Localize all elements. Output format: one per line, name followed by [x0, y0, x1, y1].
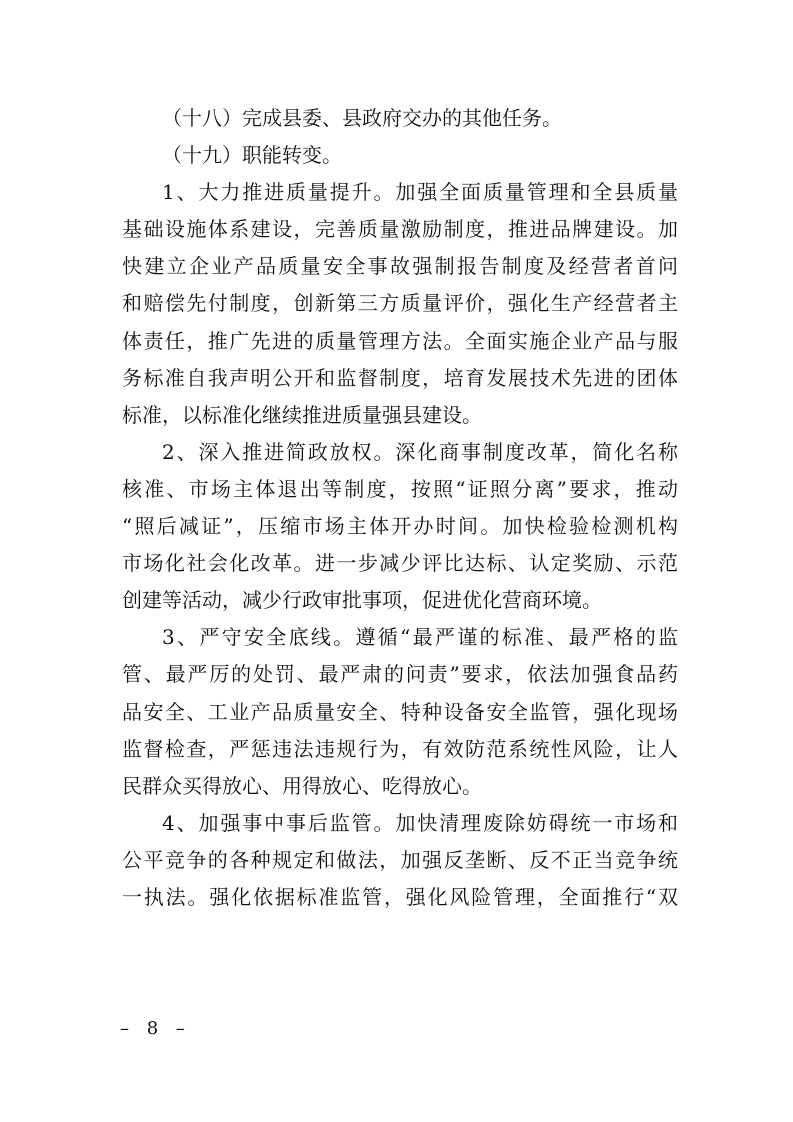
text-line: 标准，以标准化继续推进质量强县建设。	[122, 402, 482, 427]
text-line: 品安全、工业产品质量安全、特种设备安全监管，强化现场	[122, 699, 678, 724]
text-line: 基础设施体系建设，完善质量激励制度，推进品牌建设。加	[122, 217, 678, 242]
text-line: 2、深入推进简政放权。深化商事制度改革，简化名称	[162, 439, 678, 464]
text-line: 1、大力推进质量提升。加强全面质量管理和全县质量	[162, 180, 678, 205]
text-line: 核准、市场主体退出等制度，按照“证照分离”要求，推动	[122, 476, 678, 501]
text-line: 公平竞争的各种规定和做法，加强反垄断、反不正当竞争统	[122, 847, 678, 872]
document-body	[122, 100, 678, 916]
page-number: – 8 –	[120, 1018, 191, 1039]
text-line: 民群众买得放心、用得放心、吃得放心。	[122, 773, 482, 798]
text-line: 体责任，推广先进的质量管理方法。全面实施企业产品与服	[122, 328, 678, 353]
text-line: 和赔偿先付制度，创新第三方质量评价，强化生产经营者主	[122, 291, 678, 316]
text-line: 3、严守安全底线。遵循“最严谨的标准、最严格的监	[162, 625, 678, 650]
text-line: 市场化社会化改革。进一步减少评比达标、认定奖励、示范	[122, 551, 678, 576]
text-line: （十八）完成县委、县政府交办的其他任务。	[162, 106, 562, 130]
text-line: 监督检查，严惩违法违规行为，有效防范系统性风险，让人	[122, 736, 678, 761]
text-line: 创建等活动，减少行政审批事项，促进优化营商环境。	[122, 588, 602, 613]
text-line: “照后减证”，压缩市场主体开办时间。加快检验检测机构	[122, 514, 678, 539]
text-line: 管、最严厉的处罚、最严肃的问责”要求，依法加强食品药	[122, 662, 678, 687]
text-line: （十九）职能转变。	[162, 143, 342, 168]
text-line: 4、加强事中事后监管。加快清理废除妨碍统一市场和	[162, 810, 678, 835]
text-line: 一执法。强化依据标准监管，强化风险管理，全面推行“双	[122, 884, 678, 909]
text-line: 务标准自我声明公开和监督制度，培育发展技术先进的团体	[122, 365, 678, 390]
text-line: 快建立企业产品质量安全事故强制报告制度及经营者首问	[122, 254, 678, 279]
